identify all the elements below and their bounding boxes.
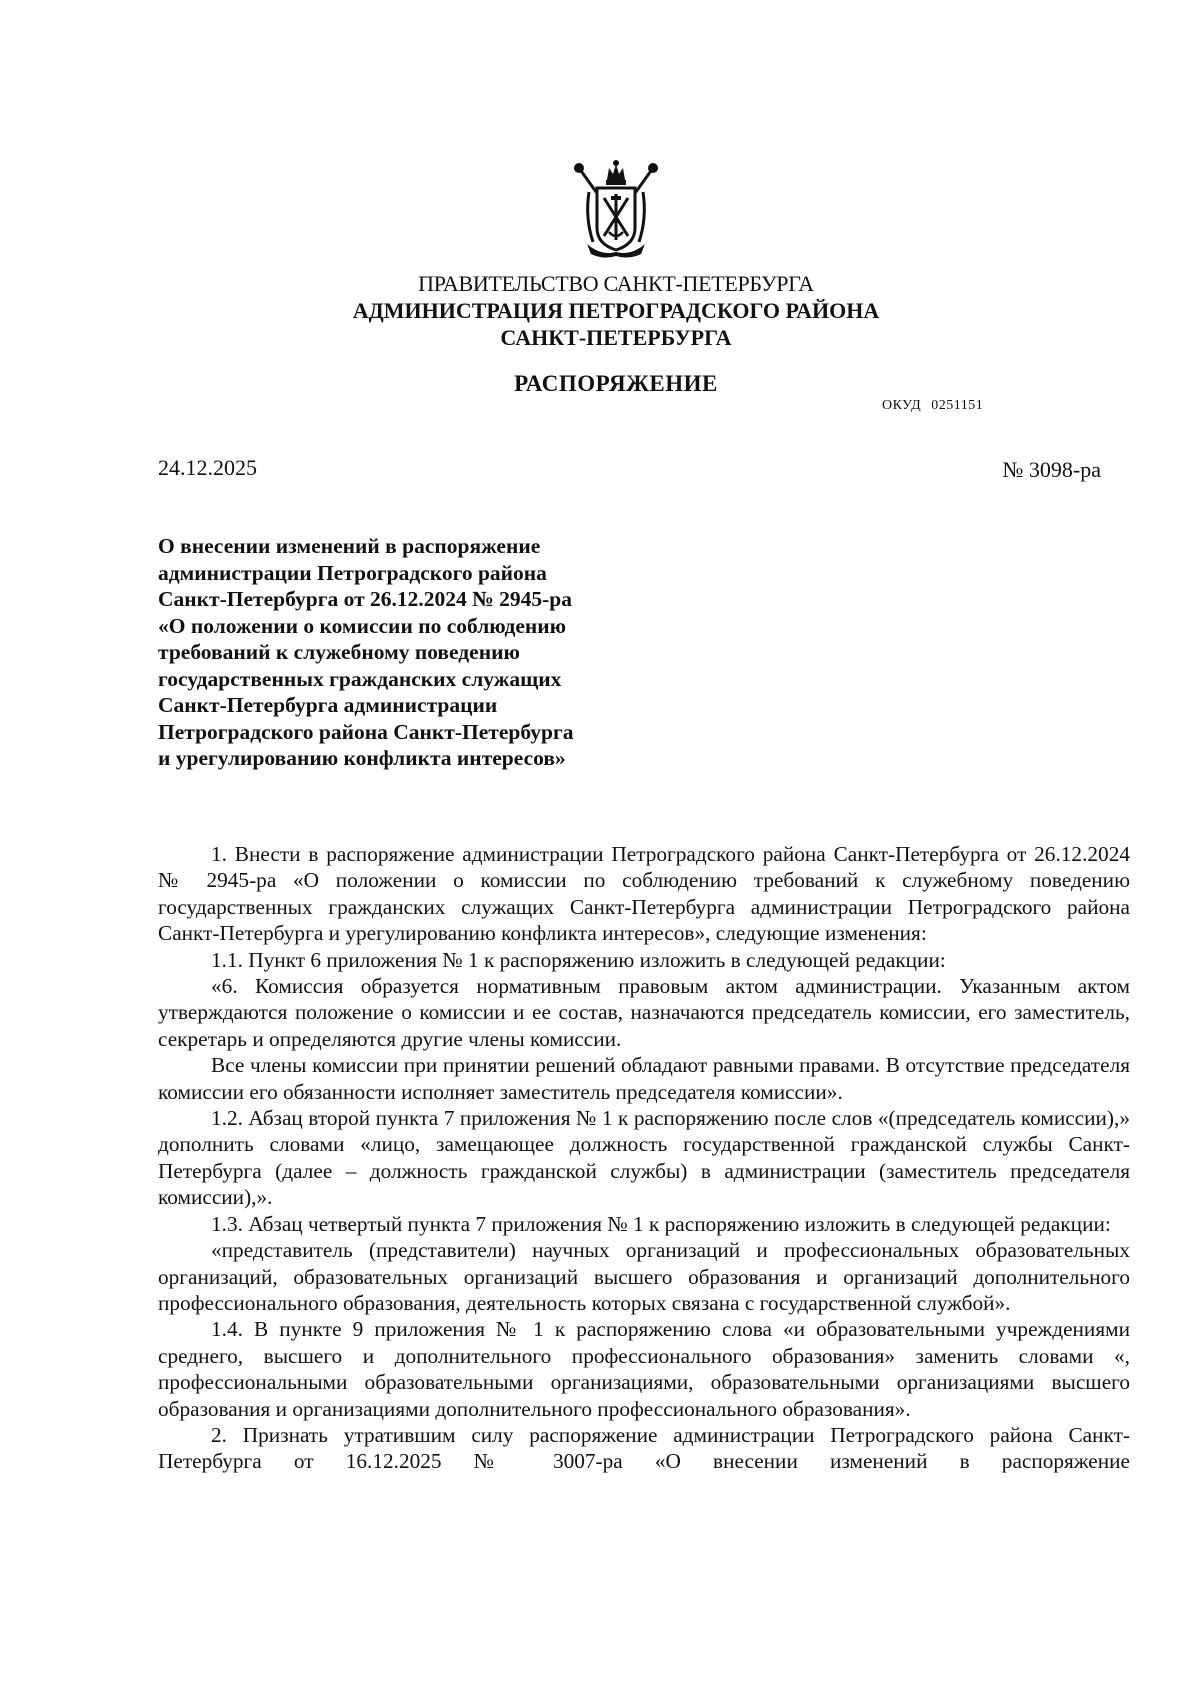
body-paragraph-quote-representative: «представитель (представители) научных организаций и профессиональных образовательных организаций, образовательных организаций высшего образования и организаций дополнительного профессионального образования, деятельность которых связана с государственной службой». xyxy=(158,1238,1130,1315)
subject-line: государственных гражданских служащих xyxy=(158,666,562,691)
subject-line: Петроградского района Санкт-Петербурга xyxy=(158,719,574,744)
okud-label: ОКУД xyxy=(882,398,922,413)
subject-line: Санкт-Петербурга администрации xyxy=(158,693,498,717)
okud-code: 0251151 xyxy=(931,398,984,413)
body-paragraph-quote-6: «6. Комиссия образуется нормативным правовым актом администрации. Указанным актом утверждаются положение о комиссии и ее состав, назначаются председатель комиссии, его заместитель, секретарь и определяются другие члены комиссии. xyxy=(158,974,1130,1051)
government-heading: ПРАВИТЕЛЬСТВО САНКТ-ПЕТЕРБУРГА xyxy=(418,271,814,296)
document-body xyxy=(158,841,1130,1475)
body-paragraph-1-2: 1.2. Абзац второй пункта 7 приложения № 1 к распоряжению после слов «(председатель комиссии),» дополнить словами «лицо, замещающее должность государственной гражданской службы Санкт-Петербурга (далее – должность гражданской службы) в администрации (заместитель председателя комиссии),». xyxy=(158,1106,1130,1210)
subject-line: Санкт-Петербурга от 26.12.2024 № 2945-ра xyxy=(158,587,573,611)
subject-line: «О положении о комиссии по соблюдению xyxy=(158,613,567,638)
body-paragraph-2: 2. Признать утратившим силу распоряжение администрации Петроградского района Санкт-Петербурга от 16.12.2025 № 3007-ра «О внесении изменений в распоряжение xyxy=(158,1422,1130,1474)
subject-line: требований к служебному поведению xyxy=(158,640,520,664)
administration-heading xyxy=(0,297,1200,351)
body-paragraph-1-4: 1.4. В пункте 9 приложения № 1 к распоряжению слова «и образовательными учреждениями среднего, высшего и дополнительного профессионального образования» заменить словами «, профессиональными образовательными организациями, образовательными организациями высшего образования и организациями дополнительного профессионального образования». xyxy=(158,1317,1130,1421)
body-paragraph-1: 1. Внести в распоряжение администрации Петроградского района Санкт-Петербурга от 26.12.2024 № 2945-ра «О положении о комиссии по соблюдению требований к служебному поведению государственных гражданских служащих Санкт-Петербурга администрации Петроградского района Санкт-Петербурга и урегулированию конфликта интересов», следующие изменения: xyxy=(158,842,1130,946)
body-paragraph-1-1: 1.1. Пункт 6 приложения № 1 к распоряжению изложить в следующей редакции: xyxy=(211,947,946,972)
okud-code-block xyxy=(882,398,983,414)
document-number: № 3098-ра xyxy=(1002,457,1101,482)
administration-line-1: АДМИНИСТРАЦИЯ ПЕТРОГРАДСКОГО РАЙОНА xyxy=(352,298,880,323)
coat-of-arms-emblem xyxy=(571,158,661,260)
administration-line-2: САНКТ-ПЕТЕРБУРГА xyxy=(500,325,732,350)
document-date: 24.12.2025 xyxy=(158,455,257,480)
subject-line: О внесении изменений в распоряжение xyxy=(158,534,541,558)
document-type-title: РАСПОРЯЖЕНИЕ xyxy=(514,371,718,396)
subject-line: администрации Петроградского района xyxy=(158,560,547,585)
saint-petersburg-coat-of-arms-icon xyxy=(571,158,661,260)
body-paragraph-1-3: 1.3. Абзац четвертый пункта 7 приложения № 1 к распоряжению изложить в следующей редакции: xyxy=(211,1211,1111,1236)
document-subject xyxy=(158,533,678,772)
subject-line: и урегулированию конфликта интересов» xyxy=(158,746,566,770)
body-paragraph-quote-6-cont: Все члены комиссии при принятии решений обладают равными правами. В отсутствие председателя комиссии его обязанности исполняет заместитель председателя комиссии». xyxy=(158,1053,1130,1104)
